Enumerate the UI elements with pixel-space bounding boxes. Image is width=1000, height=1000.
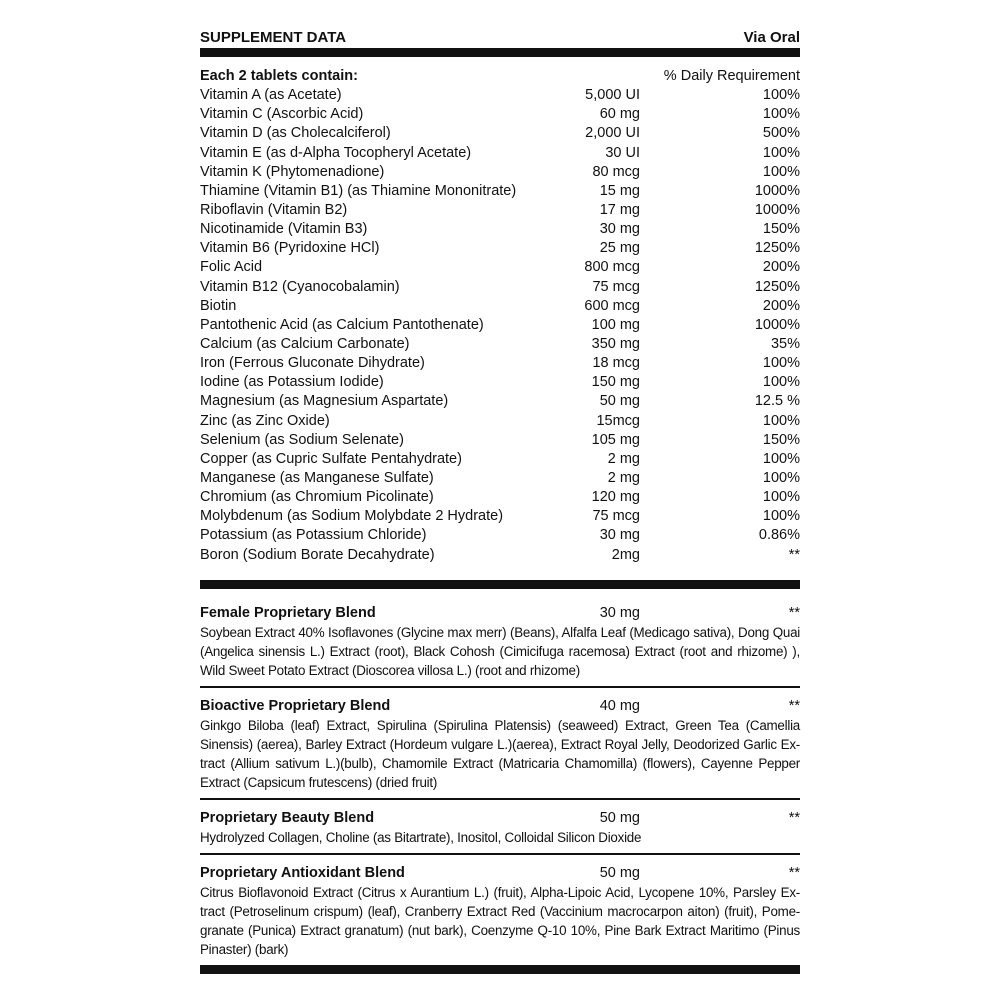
nutrient-dv: 1000% bbox=[754, 201, 800, 218]
nutrient-name: Vitamin B12 (Cyanocobalamin) bbox=[200, 278, 400, 295]
nutrient-name: Magnesium (as Magnesium Aspartate) bbox=[200, 393, 449, 410]
blend-amount: 50 mg bbox=[599, 809, 640, 826]
nutrient-name: Vitamin B6 (Pyridoxine HCl) bbox=[200, 240, 380, 257]
blend-header bbox=[200, 696, 800, 716]
nutrient-dv: 100% bbox=[762, 412, 800, 429]
nutrient-dv: 1250% bbox=[754, 240, 800, 257]
nutrient-dv: 100% bbox=[762, 450, 800, 467]
nutrient-name: Nicotinamide (Vitamin B3) bbox=[200, 221, 368, 238]
table-row bbox=[200, 412, 800, 431]
nutrient-dv: 100% bbox=[762, 163, 800, 180]
blend-dv: ** bbox=[788, 604, 800, 621]
nutrient-amount: 80 mcg bbox=[592, 163, 640, 180]
nutrient-name: Selenium (as Sodium Selenate) bbox=[200, 431, 404, 448]
nutrient-name: Riboflavin (Vitamin B2) bbox=[200, 201, 348, 218]
nutrient-amount: 25 mg bbox=[599, 240, 640, 257]
table-row bbox=[200, 450, 800, 469]
nutrient-amount: 75 mcg bbox=[592, 278, 640, 295]
nutrient-amount: 2,000 UI bbox=[585, 125, 640, 142]
nutrient-name: Vitamin C (Ascorbic Acid) bbox=[200, 106, 364, 123]
dv-label: % Daily Requirement bbox=[663, 68, 800, 84]
table-header-row bbox=[200, 67, 800, 86]
nutrient-dv: 100% bbox=[762, 144, 800, 161]
blend-amount: 30 mg bbox=[599, 604, 640, 621]
blend-name: Female Proprietary Blend bbox=[200, 604, 376, 621]
nutrient-dv: 100% bbox=[762, 106, 800, 123]
nutrient-amount: 15mcg bbox=[596, 412, 640, 429]
nutrient-name: Vitamin E (as d-Alpha Tocopheryl Acetate) bbox=[200, 144, 472, 161]
nutrient-amount: 30 mg bbox=[599, 221, 640, 238]
blend-ingredients: Hydrolyzed Collagen, Choline (as Bitartrate), Inositol, Colloidal Silicon Dioxide bbox=[200, 829, 642, 845]
nutrient-name: Vitamin K (Phytomenadione) bbox=[200, 163, 385, 180]
table-row bbox=[200, 124, 800, 143]
nutrient-amount: 75 mcg bbox=[592, 508, 640, 525]
nutrient-amount: 2mg bbox=[611, 546, 640, 563]
table-row bbox=[200, 182, 800, 201]
table-row bbox=[200, 431, 800, 450]
nutrient-name: Pantothenic Acid (as Calcium Pantothenate) bbox=[200, 316, 484, 333]
table-row bbox=[200, 163, 800, 182]
nutrient-name: Thiamine (Vitamin B1) (as Thiamine Mononitrate) bbox=[200, 182, 517, 199]
table-row bbox=[200, 278, 800, 297]
blend-divider bbox=[200, 798, 800, 800]
blend-name: Bioactive Proprietary Blend bbox=[200, 697, 391, 714]
nutrient-amount: 100 mg bbox=[591, 316, 640, 333]
table-row bbox=[200, 488, 800, 507]
nutrient-dv: 0.86% bbox=[758, 527, 800, 544]
nutrient-dv: 1000% bbox=[754, 182, 800, 199]
nutrient-dv: 1250% bbox=[754, 278, 800, 295]
blend-header bbox=[200, 808, 800, 828]
nutrient-rows bbox=[200, 86, 800, 565]
nutrient-amount: 60 mg bbox=[599, 106, 640, 123]
blend-section bbox=[200, 686, 800, 792]
table-row bbox=[200, 469, 800, 488]
blend-name: Proprietary Antioxidant Blend bbox=[200, 864, 405, 881]
nutrient-name: Vitamin D (as Cholecalciferol) bbox=[200, 125, 391, 142]
nutrient-amount: 30 UI bbox=[605, 144, 640, 161]
table-bottom-rule bbox=[200, 580, 800, 589]
nutrient-amount: 15 mg bbox=[599, 182, 640, 199]
footer-rule bbox=[200, 965, 800, 974]
nutrient-name: Calcium (as Calcium Carbonate) bbox=[200, 335, 410, 352]
blend-name: Proprietary Beauty Blend bbox=[200, 809, 375, 826]
nutrient-table bbox=[200, 67, 800, 565]
nutrient-amount: 17 mg bbox=[599, 201, 640, 218]
nutrient-amount: 600 mcg bbox=[584, 297, 640, 314]
table-row bbox=[200, 373, 800, 392]
table-row bbox=[200, 220, 800, 239]
nutrient-dv: 150% bbox=[762, 221, 800, 238]
blend-dv: ** bbox=[788, 809, 800, 826]
blend-list bbox=[200, 603, 800, 959]
nutrient-dv: 100% bbox=[762, 374, 800, 391]
serving-label: Each 2 tablets contain: bbox=[200, 68, 358, 84]
table-row bbox=[200, 335, 800, 354]
nutrient-dv: 100% bbox=[762, 489, 800, 506]
nutrient-dv: 35% bbox=[770, 335, 800, 352]
table-row bbox=[200, 526, 800, 545]
table-row bbox=[200, 316, 800, 335]
nutrient-dv: 100% bbox=[762, 508, 800, 525]
blend-section bbox=[200, 603, 800, 680]
blend-header bbox=[200, 863, 800, 883]
nutrient-name: Molybdenum (as Sodium Molybdate 2 Hydrate) bbox=[200, 508, 504, 525]
nutrient-name: Iodine (as Potassium Iodide) bbox=[200, 374, 384, 391]
nutrient-name: Boron (Sodium Borate Decahydrate) bbox=[200, 546, 435, 563]
supplement-facts-panel bbox=[200, 22, 800, 974]
table-row bbox=[200, 239, 800, 258]
nutrient-dv: 1000% bbox=[754, 316, 800, 333]
table-row bbox=[200, 201, 800, 220]
nutrient-dv: 200% bbox=[762, 259, 800, 276]
blend-divider bbox=[200, 853, 800, 855]
nutrient-name: Iron (Ferrous Gluconate Dihydrate) bbox=[200, 355, 425, 372]
nutrient-dv: 200% bbox=[762, 297, 800, 314]
table-row bbox=[200, 105, 800, 124]
nutrient-amount: 150 mg bbox=[591, 374, 640, 391]
table-row bbox=[200, 144, 800, 163]
nutrient-name: Folic Acid bbox=[200, 259, 263, 276]
nutrient-amount: 105 mg bbox=[591, 431, 640, 448]
nutrient-amount: 120 mg bbox=[591, 489, 640, 506]
nutrient-dv: 12.5 % bbox=[754, 393, 800, 410]
route-label: Via Oral bbox=[743, 29, 800, 46]
blend-divider bbox=[200, 686, 800, 688]
panel-title: SUPPLEMENT DATA bbox=[200, 29, 347, 46]
nutrient-name: Copper (as Cupric Sulfate Pentahydrate) bbox=[200, 450, 462, 467]
table-row bbox=[200, 507, 800, 526]
nutrient-dv: 150% bbox=[762, 431, 800, 448]
nutrient-dv: 500% bbox=[762, 125, 800, 142]
blend-dv: ** bbox=[788, 864, 800, 881]
nutrient-amount: 5,000 UI bbox=[585, 87, 640, 104]
nutrient-amount: 18 mcg bbox=[592, 355, 640, 372]
nutrient-amount: 2 mg bbox=[607, 469, 640, 486]
blend-ingredients: Ginkgo Biloba (leaf) Extract, Spirulina (Spirulina Platensis) (seaweed) Extract, Green Tea (Camellia Sinensis) (aerea), Barley Extract (Hordeum vulgare L.)(aerea), Extract Royal Jelly, Deodorized Garlic Ex-tract (Allium sativum L.)(bulb), Chamomile Extract (Matricaria Chamomilla) (flowers), Cayenne Pepper Extract (Capsicum frutescens) (dried fruit) bbox=[200, 717, 800, 790]
nutrient-name: Biotin bbox=[200, 297, 237, 314]
table-row bbox=[200, 297, 800, 316]
blend-section bbox=[200, 798, 800, 847]
blend-ingredients: Citrus Bioflavonoid Extract (Citrus x Aurantium L.) (fruit), Alpha-Lipoic Acid, Lycopene 10%, Parsley Ex-tract (Petroselinum crispum) (leaf), Cranberry Extract Red (Vaccinium macrocarpon aiton) (fruit), Pome-granate (Punica) Extract granatum) (nut bark), Coenzyme Q-10 10%, Pine Bark Extract Maritimo (Pinus Pinaster) (bark) bbox=[200, 884, 800, 957]
nutrient-amount: 350 mg bbox=[591, 335, 640, 352]
table-row bbox=[200, 546, 800, 565]
table-row bbox=[200, 392, 800, 411]
blend-dv: ** bbox=[788, 697, 800, 714]
panel-header bbox=[200, 22, 800, 46]
nutrient-amount: 50 mg bbox=[599, 393, 640, 410]
table-row bbox=[200, 86, 800, 105]
nutrient-dv: 100% bbox=[762, 355, 800, 372]
nutrient-name: Vitamin A (as Acetate) bbox=[200, 87, 342, 104]
nutrient-dv: ** bbox=[788, 546, 800, 563]
header-rule bbox=[200, 48, 800, 57]
blend-section bbox=[200, 853, 800, 959]
table-row bbox=[200, 258, 800, 277]
nutrient-dv: 100% bbox=[762, 469, 800, 486]
nutrient-name: Zinc (as Zinc Oxide) bbox=[200, 412, 330, 429]
nutrient-amount: 2 mg bbox=[607, 450, 640, 467]
blend-ingredients: Soybean Extract 40% Isoflavones (Glycine max merr) (Beans), Alfalfa Leaf (Medicago sativa), Dong Quai (Angelica sinensis L.) Extract (root), Black Cohosh (Cimicifuga racemosa) Extract (root and rhizome) ), Wild Sweet Potato Extract (Dioscorea villosa L.) (root and rhizome) bbox=[200, 624, 800, 678]
nutrient-amount: 800 mcg bbox=[584, 259, 640, 276]
blend-header bbox=[200, 603, 800, 623]
blend-amount: 50 mg bbox=[599, 864, 640, 881]
blend-amount: 40 mg bbox=[599, 697, 640, 714]
nutrient-name: Manganese (as Manganese Sulfate) bbox=[200, 469, 434, 486]
nutrient-name: Chromium (as Chromium Picolinate) bbox=[200, 489, 434, 506]
nutrient-amount: 30 mg bbox=[599, 527, 640, 544]
table-row bbox=[200, 354, 800, 373]
nutrient-dv: 100% bbox=[762, 87, 800, 104]
nutrient-name: Potassium (as Potassium Chloride) bbox=[200, 527, 427, 544]
